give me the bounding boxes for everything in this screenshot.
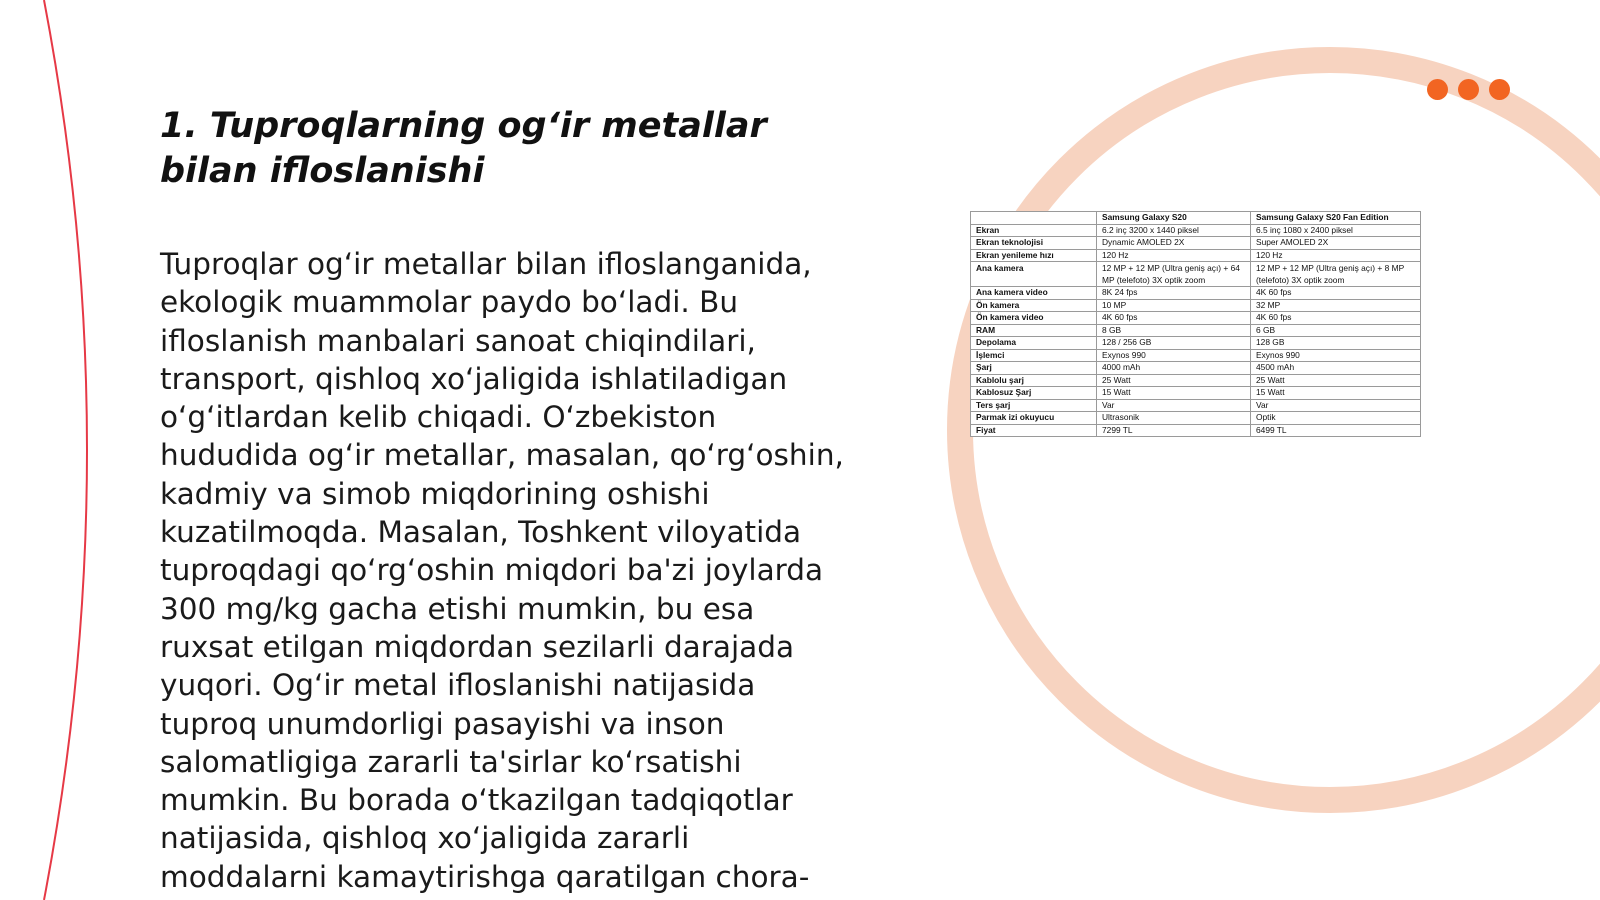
table-cell: Ultrasonik: [1097, 412, 1251, 425]
table-cell: 32 MP: [1251, 299, 1421, 312]
table-cell: Dynamic AMOLED 2X: [1097, 237, 1251, 250]
row-label: İşlemci: [971, 349, 1097, 362]
table-row: [971, 424, 1421, 437]
table-row: [971, 399, 1421, 412]
table-row: [971, 249, 1421, 262]
row-label: Kablosuz Şarj: [971, 387, 1097, 400]
table-cell: 6 GB: [1251, 324, 1421, 337]
table-cell: Var: [1097, 399, 1251, 412]
table-header-cell: Samsung Galaxy S20 Fan Edition: [1251, 212, 1421, 225]
dot-2: [1458, 79, 1479, 100]
row-label: Ekran teknolojisi: [971, 237, 1097, 250]
table-cell: 120 Hz: [1097, 249, 1251, 262]
slide-body-text: Tuproqlar og‘ir metallar bilan ifloslanganida, ekologik muammolar paydo bo‘ladi. Bu ifloslanish manbalari sanoat chiqindilari, transport, qishloq xo‘jaligida ishlatiladigan o‘g‘itlardan kelib chiqadi. O‘zbekiston hududida og‘ir metallar, masalan, qo‘rg‘oshin, kadmiy va simob miqdorining oshishi kuzatilmoqda. Masalan, Toshkent viloyatida tuproqdagi qo‘rg‘oshin miqdori ba'zi joylarda 300 mg/kg gacha etishi mumkin, bu esa ruxsat etilgan miqdordan sezilarli darajada yuqori. Og‘ir metal ifloslanishi natijasida tuproq unumdorligi pasayishi va inson salomatligiga zararli ta'sirlar ko‘rsatishi mumkin. Bu borada o‘tkazilgan tadqiqotlar natijasida, qishloq xo‘jaligida zararli moddalarni kamaytirishga qaratilgan chora-: [160, 247, 844, 894]
table-row: [971, 287, 1421, 300]
row-label: Kablolu şarj: [971, 374, 1097, 387]
row-label: Parmak izi okuyucu: [971, 412, 1097, 425]
row-label: Depolama: [971, 337, 1097, 350]
table-cell: 25 Watt: [1251, 374, 1421, 387]
dot-3: [1489, 79, 1510, 100]
table-cell: 10 MP: [1097, 299, 1251, 312]
table-cell: 6.5 inç 1080 x 2400 piksel: [1251, 224, 1421, 237]
table-row: [971, 337, 1421, 350]
table-cell: Exynos 990: [1097, 349, 1251, 362]
table-cell: 15 Watt: [1251, 387, 1421, 400]
table-cell: 120 Hz: [1251, 249, 1421, 262]
row-label: Ekran: [971, 224, 1097, 237]
table-cell: 7299 TL: [1097, 424, 1251, 437]
slide-title: 1. Tuproqlarning og‘ir metallar bilan ifloslanishi: [160, 106, 767, 191]
row-label: Ters şarj: [971, 399, 1097, 412]
table-cell: 4K 60 fps: [1097, 312, 1251, 325]
row-label: Şarj: [971, 362, 1097, 375]
row-label: Fiyat: [971, 424, 1097, 437]
table-cell: 6.2 inç 3200 x 1440 piksel: [1097, 224, 1251, 237]
table-cell: 12 MP + 12 MP (Ultra geniş açı) + 64 MP (telefoto) 3X optik zoom: [1097, 262, 1251, 287]
row-label: RAM: [971, 324, 1097, 337]
row-label: Ön kamera video: [971, 312, 1097, 325]
table-cell: 4500 mAh: [1251, 362, 1421, 375]
table-cell: 4K 60 fps: [1251, 312, 1421, 325]
table-row: [971, 312, 1421, 325]
table-header-cell: Samsung Galaxy S20: [1097, 212, 1251, 225]
table-row: [971, 299, 1421, 312]
table-row: [971, 412, 1421, 425]
table-cell: 8 GB: [1097, 324, 1251, 337]
table-row: [971, 237, 1421, 250]
table-cell: 6499 TL: [1251, 424, 1421, 437]
table-cell: 4000 mAh: [1097, 362, 1251, 375]
table-row: [971, 349, 1421, 362]
table-row: [971, 262, 1421, 287]
table-cell: 12 MP + 12 MP (Ultra geniş açı) + 8 MP (telefoto) 3X optik zoom: [1251, 262, 1421, 287]
table-row: [971, 374, 1421, 387]
table-header-cell: [971, 212, 1097, 225]
table-row: [971, 387, 1421, 400]
table-cell: Exynos 990: [1251, 349, 1421, 362]
table-cell: Var: [1251, 399, 1421, 412]
table-row: [971, 324, 1421, 337]
row-label: Ana kamera video: [971, 287, 1097, 300]
table-row: [971, 224, 1421, 237]
table-header-row: [971, 212, 1421, 225]
table-cell: 128 GB: [1251, 337, 1421, 350]
row-label: Ana kamera: [971, 262, 1097, 287]
table-row: [971, 362, 1421, 375]
spec-comparison-table: [970, 211, 1421, 437]
table-cell: 8K 24 fps: [1097, 287, 1251, 300]
table-cell: Super AMOLED 2X: [1251, 237, 1421, 250]
left-curve-line: [44, 0, 87, 900]
row-label: Ekran yenileme hızı: [971, 249, 1097, 262]
table-cell: 15 Watt: [1097, 387, 1251, 400]
dot-1: [1427, 79, 1448, 100]
table-cell: 4K 60 fps: [1251, 287, 1421, 300]
table-cell: Optik: [1251, 412, 1421, 425]
table-cell: 128 / 256 GB: [1097, 337, 1251, 350]
table-cell: 25 Watt: [1097, 374, 1251, 387]
menu-dots: [1427, 79, 1510, 100]
row-label: Ön kamera: [971, 299, 1097, 312]
